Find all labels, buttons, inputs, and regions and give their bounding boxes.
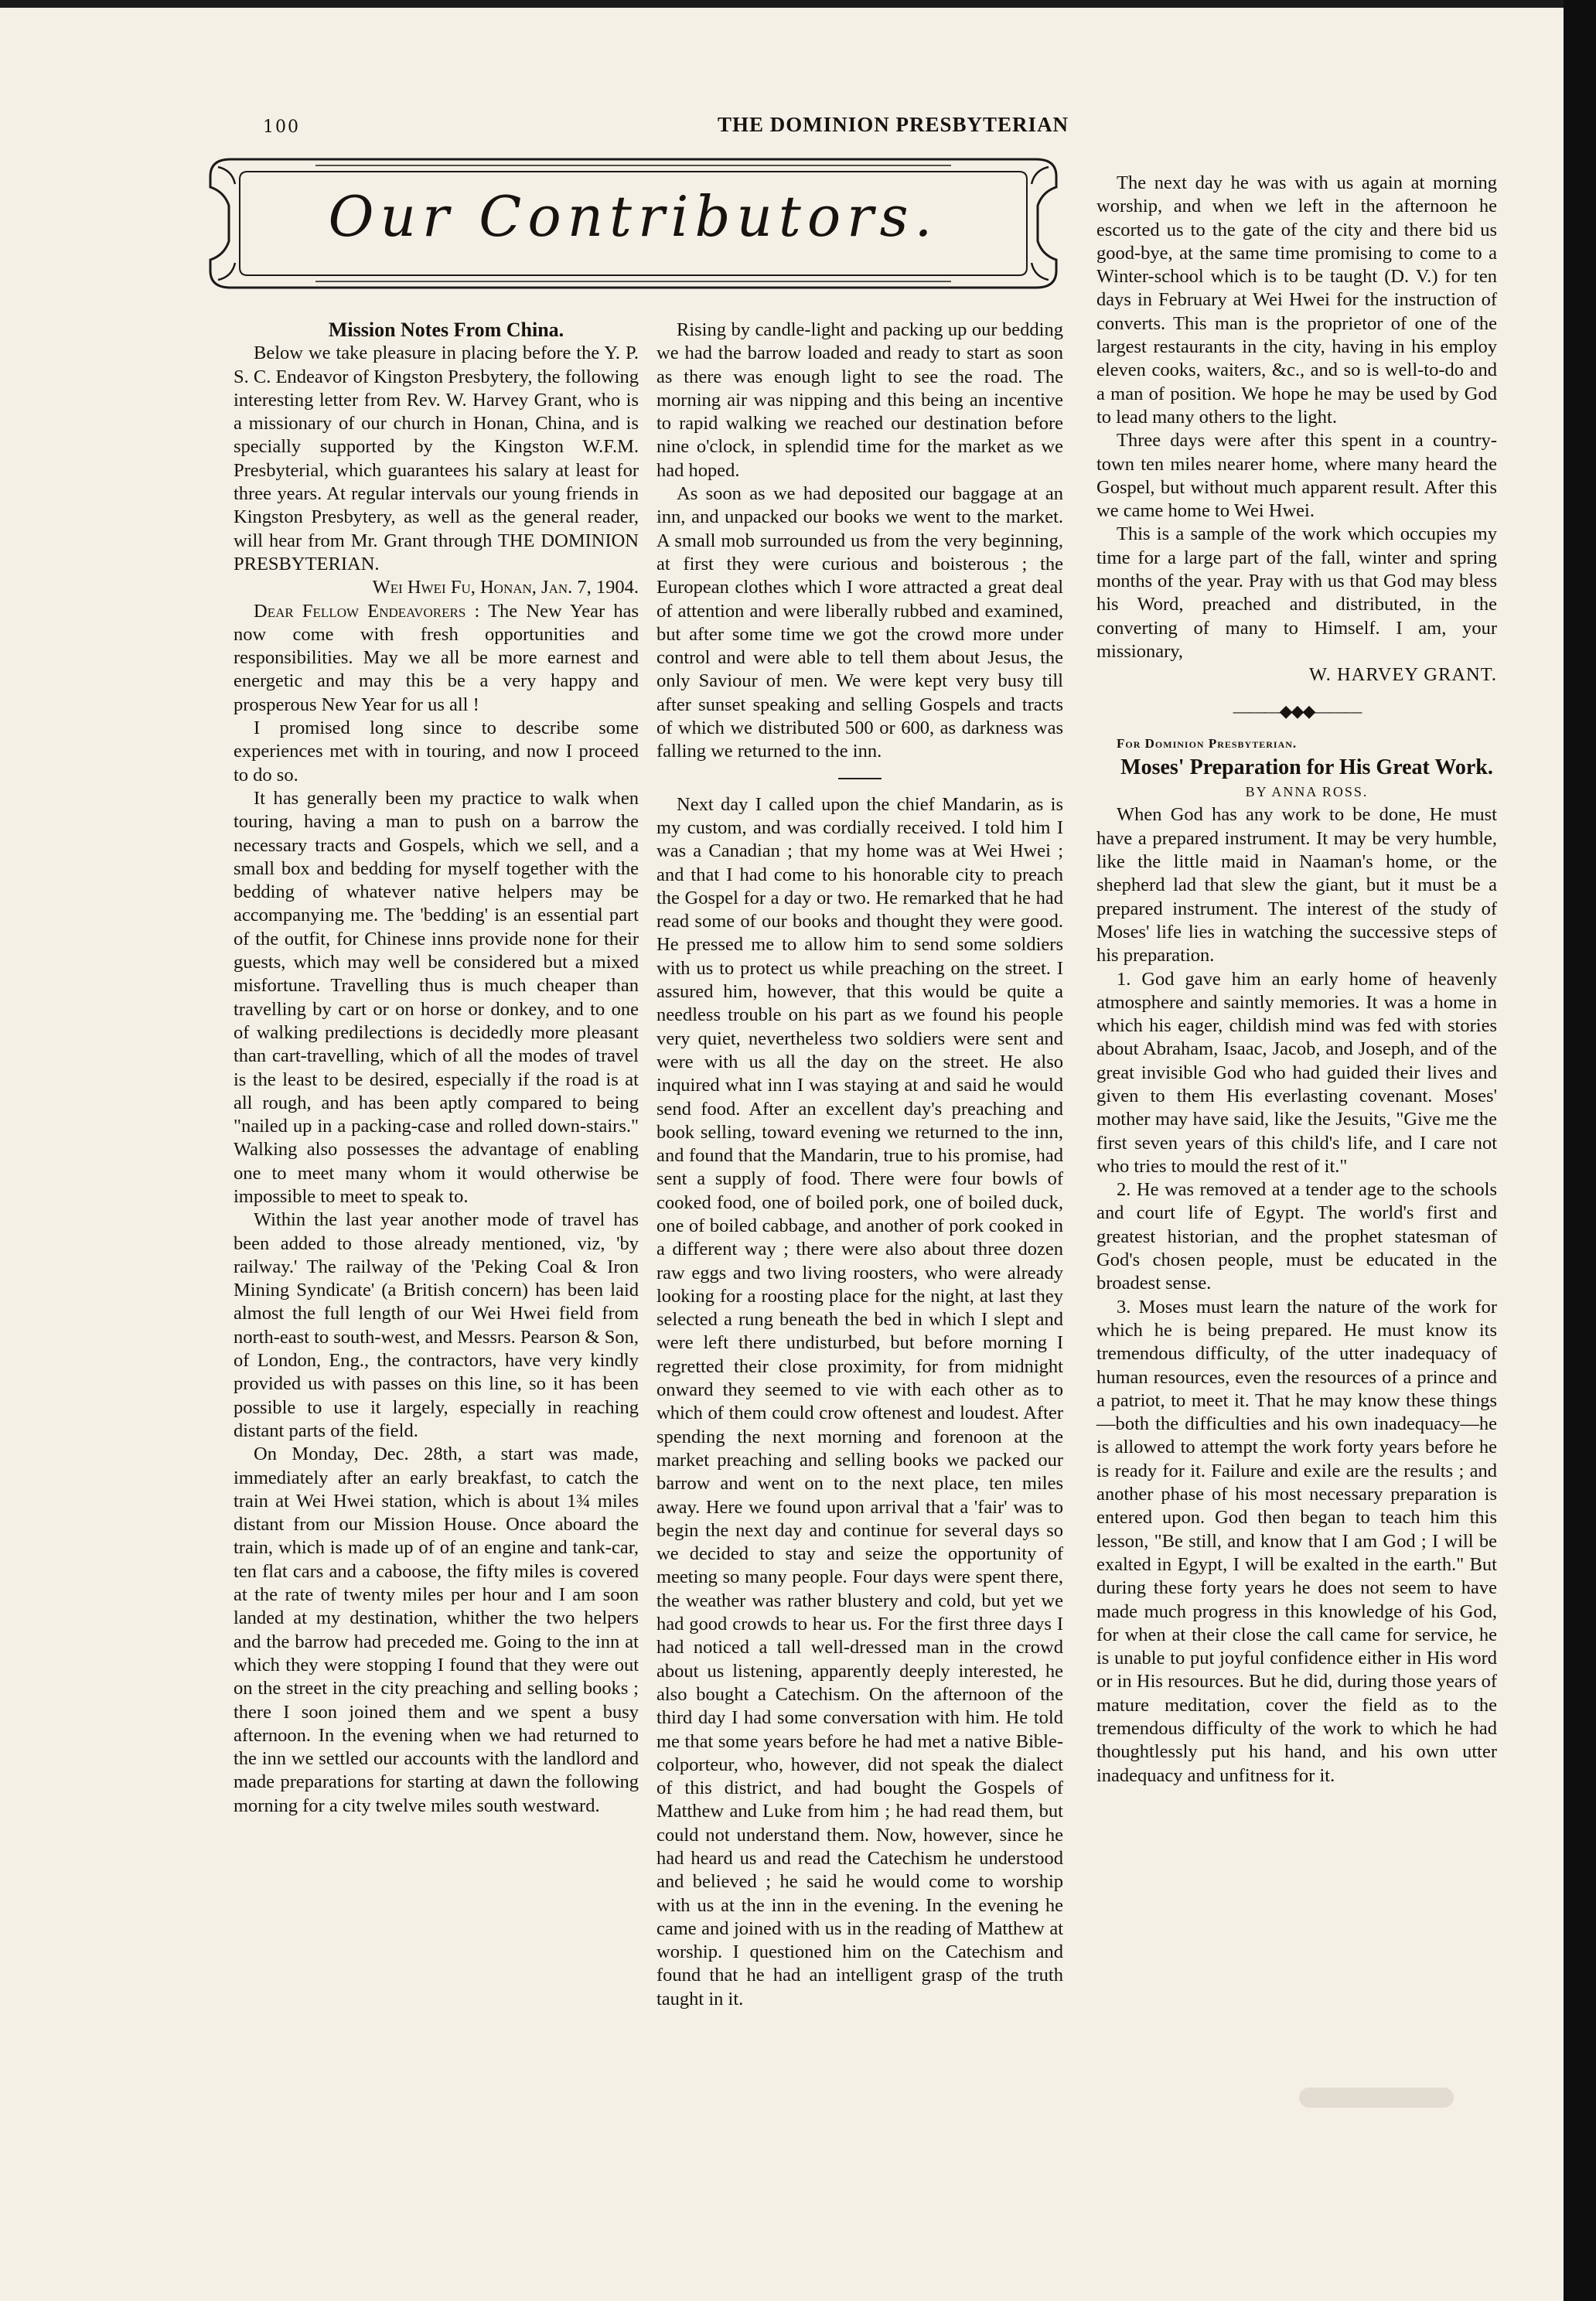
paragraph: The next day he was with us again at morning worship, and when we left in the afternoon he escorted us to the gate of the city and there bid us good-bye, at the same time promising to come to a Winter-school which is to be taught (D. V.) for ten days in February at Wei Hwei for the instruction of converts. This man is the proprietor of one of the largest restaurants in the city, having in his employ eleven cooks, waiters, &c., and so is well-to-do and a man of position. We hope he may be used by God to lead many others to the light. [1096,172,1497,428]
paragraph: This is a sample of the work which occupies my time for a large part of the fall, winter and spring months of the year. Pray with us that God may bless his Word, preached and distributed, in the converting of many to Himself. I am, your missionary, [1096,523,1497,662]
section-banner [200,148,1067,298]
article-intro: Below we take pleasure in placing before the Y. P. S. C. Endeavor of Kingston Presbytery, the following interesting letter from Rev. W. Harvey Grant, who is a missionary of our church in Honan, China, and is specially supported by the Kingston W.F.M. Presbyterial, which guarantees his salary at least for three years. At regular intervals our young friends in Kingston Presbytery, as well as the general reader, will hear from Mr. Grant through THE DOMINION PRESBYTERIAN. [234,343,639,574]
paragraph: 2. He was removed at a tender age to the schools and court life of Egypt. The world's first and greatest historian, and the prophet statesman of God's chosen people, must be educated in the broadest sense. [1096,1179,1497,1294]
banner-title: Our Contributors. [328,184,939,249]
column-3 [1096,172,1497,1788]
paragraph: On Monday, Dec. 28th, a start was made, immediately after an early breakfast, to catch the train at Wei Hwei station, which is about 1¾ miles distant from our Mission House. Once aboard the train, which is made up of of an engine and tank-car, ten flat cars and a caboose, the fifty miles is covered at the rate of twenty miles per hour and I am soon landed at my destination, whither the two helpers and the barrow had preceded me. Going to the inn at which they were stopping I found that they were out on the street in the city preaching and selling books ; there I soon joined them and we spent a busy afternoon. In the evening when we had returned to the inn we settled our accounts with the landlord and made preparations for starting at dawn the following morning for a city twelve miles south westward. [234,1444,639,1816]
page-top-border [0,0,1596,8]
paragraph: The New Year has now come with fresh opportunities and responsibilities. May we all be more earnest and energetic and may this be a very happy and prosperous New Year for us all ! [234,600,639,715]
paragraph: Three days were after this spent in a country-town ten miles nearer home, where many heard the Gospel, but without much apparent result. After this we came home to Wei Hwei. [1096,430,1497,522]
article-title: Mission Notes From China. [328,319,564,341]
paragraph: Next day I called upon the chief Mandarin, as is my custom, and was cordially received. I told him I was a Canadian ; that my home was at Wei Hwei ; and that I had come to his honorable city to preach the Gospel for a day or two. He remarked that he had read some of our books and thought they were good. He pressed me to allow him to send some soldiers with us to protect us while preaching on the street. I assured him, however, that this would be quite a needless trouble on his part as we found his people very quiet, nevertheless two soldiers were sent and were with us all the day on the street. He also inquired what inn I was staying at and said he would send food. After an excellent day's preaching and book selling, toward evening we returned to the inn, and found that the Mandarin, true to his promise, had sent a supply of food. There were four bowls of cooked food, one of boiled pork, one of boiled duck, one of boiled cabbage, and another of pork cooked in a different way ; there were also about three dozen raw eggs and two living roosters, who were already looking for a roosting place for the night, at last they selected a rung beneath the bed in which I slept and were left there undisturbed, but before morning I regretted their close proximity, for from midnight onward they seemed to vie with each other as to which of them could crow oftenest and loudest. After spending the next morning and forenoon at the market preaching and selling books we packed our barrow and went on to the next place, ten miles away. Here we found upon arrival that a 'fair' was to begin the next day and continue for several days so we decided to stay and seize the opportunity of meeting so many people. Four days were spent there, the weather was rather blustery and cold, but yet we had good crowds to hear us. For the first three days I had noticed a tall well-dressed man in the crowd about us listening, apparently deeply interested, he also bought a Catechism. On the afternoon of the third day I had some conversation with him. He told me that some years before he had met a native Bible-colporteur, who, however, did not speak the dialect of this district, and had bought the Gospels of Matthew and Luke from him ; he had read them, but could not understand them. Now, however, since he had heard us and read the Catechism he understood and believed ; he said he would come to worship with us at the inn in the evening. In the evening he came and joined with us in the reading of Matthew at worship. I questioned him on the Catechism and found that he had an intelligent grasp of the truth taught in it. [656,793,1063,2010]
article-title: Moses' Preparation for His Great Work. [1120,755,1493,780]
ornament-divider: ———◆◆◆——— [1233,701,1361,721]
letter-opening [234,600,639,717]
paragraph: Rising by candle-light and packing up our bedding we had the barrow loaded and ready to start as soon as there was enough light to see the road. The morning air was nipping and this being an incentive to rapid walking we reached our destination before nine o'clock, in splendid time for the market as we had hoped. [656,319,1063,481]
dateline: Wei Hwei Fu, Honan, Jan. 7, 1904. [372,577,639,598]
paragraph: It has generally been my practice to walk when touring, having a man to push on a barrow the necessary tracts and Gospels, which we sell, and a small box and bedding for myself together with the bedding of whatever native helpers may be accompanying me. The 'bedding' is an essential part of the outfit, for Chinese inns provide none for their guests, which may well be considered but a mixed misfortune. Travelling thus is much cheaper than travelling by cart or on horse or donkey, and to one of walking predilections is decidedly more pleasant than cart-travelling, which of all the modes of travel is the least to be desired, especially if the road is at all rough, and has been aptly compared to being "nailed up in a packing-case and rolled down-stairs." Walking also possesses the advantage of enabling one to meet many whom it would otherwise be impossible to meet to speak to. [234,787,639,1207]
column-1 [234,319,639,1818]
section-divider [838,778,882,779]
page-number: 100 [263,118,300,137]
paragraph: I promised long since to describe some experiences met with in touring, and now I proceed to do so. [234,718,639,786]
paper-stain [1299,2088,1454,2108]
paragraph: When God has any work to be done, He must have a prepared instrument. It may be very humble, like the little maid in Naaman's home, or the shepherd lad that slew the giant, but it must be a prepared instrument. The interest of the study of Moses' life lies in watching the successive steps of his preparation. [1096,804,1497,966]
paragraph: 3. Moses must learn the nature of the work for which he is being prepared. He must know its tremendous difficulty, of the utter inadequacy of human resources, even the resources of a prince and a patriot, to meet it. That he may know these things—both the difficulties and his own inadequacy—he is allowed to attempt the work forty years before he is ready for it. Failure and exile are the results ; and another phase of his most necessary preparation is entered upon. God then began to teach him this lesson, "Be still, and know that I am God ; I will be exalted in Egypt, I will be exalted in the earth." But during these forty years he does not seem to have made much progress in this knowledge of his God, for when at their close the call came for service, he is unable to put joyful confidence either in His word or in His resources. But he did, during those years of mature meditation, cover the field as to the tremendous difficulty of the work to which he had thoughtlessly put his hand, and his own utter inadequacy and unfitness for it. [1096,1296,1497,1786]
paragraph: As soon as we had deposited our baggage at an inn, and unpacked our books we went to the market. A small mob surrounded us from the very beginning, at first they were curious and boisterous ; the European clothes which I wore attracted a great deal of attention and were liberally rubbed and examined, but after some time we got the crowd more under control and were able to tell them about Jesus, the only Saviour of men. We were kept very busy till after sunset speaking and selling Gospels and tracts of which we distributed 500 or 600, as darkness was falling we returned to the inn. [656,483,1063,762]
running-head: THE DOMINION PRESBYTERIAN [718,113,1069,136]
column-2 [656,319,1063,2011]
paragraph: Within the last year another mode of travel has been added to those already mentioned, viz, 'by railway.' The railway of the 'Peking Coal & Iron Mining Syndicate' (a British concern) has been laid almost the full length of our Wei Hwei field from north-east to south-west, and Messrs. Pearson & Son, of London, Eng., the contractors, have very kindly provided us with passes on this line, so it has been possible to use it largely, especially in reaching distant parts of the field. [234,1209,639,1441]
byline: BY ANNA ROSS. [1245,784,1369,800]
article-kicker: For Dominion Presbyterian. [1117,735,1298,751]
scan-edge-shadow [1564,0,1596,2301]
salutation: Dear Fellow Endeavorers : [254,600,480,622]
signature: W. HARVEY GRANT. [1308,664,1497,686]
paragraph: 1. God gave him an early home of heavenly atmosphere and saintly memories. It was a home in which his eager, childish mind was fed with stories about Abraham, Isaac, Jacob, and Joseph, and of the great invisible God who had guided their lives and given to them His everlasting covenant. Moses' mother may have said, like the Jesuits, "Give me the first seven years of this child's life, and I care not who tries to mould the rest of it." [1096,968,1497,1177]
